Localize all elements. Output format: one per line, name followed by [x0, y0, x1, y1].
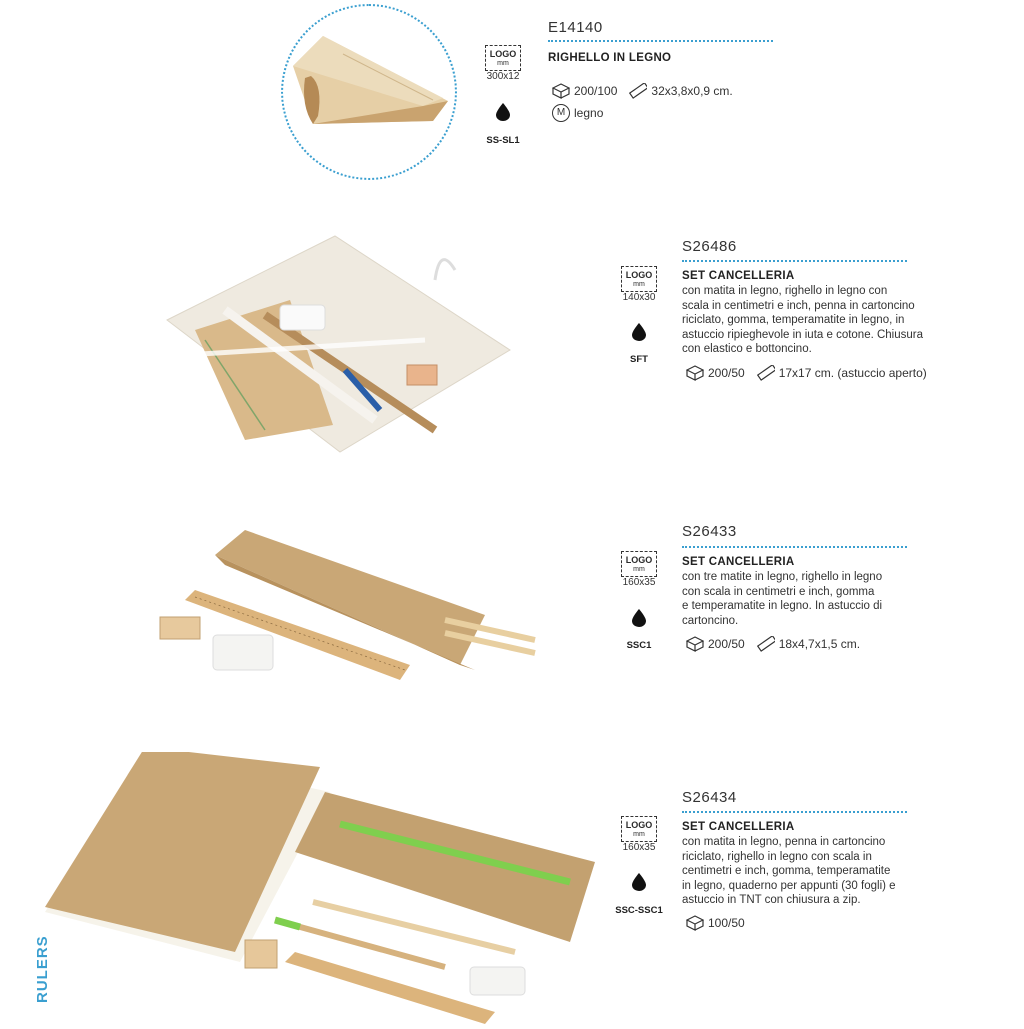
description-line: riciclato, righello in legno con scala in: [682, 850, 872, 863]
description-line: con matita in legno, righello in legno con: [682, 285, 888, 297]
spec-row: [686, 365, 927, 381]
ruler-closeup-image: [281, 4, 457, 180]
description-line: con elastico e bottoncino.: [682, 343, 812, 355]
ruler-icon: [629, 83, 647, 99]
ruler-icon: [757, 636, 775, 652]
kraft-case-set-image: [155, 525, 540, 695]
product-description: [682, 570, 967, 628]
notebook-zip-set-image: [45, 752, 595, 1029]
description-line: astuccio in TNT con chiusura a zip.: [682, 894, 861, 906]
logo-placeholder: LOGO mm: [621, 816, 657, 842]
section-label: RULERS: [34, 935, 51, 1003]
spec-row: [686, 915, 745, 931]
ruler-icon: [757, 365, 775, 381]
logo-size: 300x12: [486, 71, 520, 82]
product-title: SET CANCELLERIA: [682, 821, 795, 833]
logo-size: 140x30: [622, 292, 656, 303]
pack-quantity: 200/50: [708, 637, 745, 651]
ink-drop-icon: [485, 103, 521, 126]
material-icon: M: [552, 104, 570, 122]
print-method: SSC-SSC1: [615, 905, 663, 916]
description-line: riciclato, gomma, temperamatite in legno, in: [682, 314, 905, 326]
product-code: E14140: [548, 19, 603, 36]
description-line: e temperamatite in legno. In astuccio di: [682, 600, 883, 612]
description-line: in legno, quaderno per appunti (30 fogli) e: [682, 879, 896, 892]
print-method: SFT: [630, 354, 648, 365]
logo-area-1: [485, 45, 521, 82]
description-line: con scala in centimetri e inch, gomma: [682, 585, 875, 598]
stationery-roll-image: [165, 230, 515, 460]
dotted-divider: [682, 811, 907, 813]
box-icon: [686, 636, 704, 652]
box-icon: [686, 915, 704, 931]
product-code: S26433: [682, 523, 737, 540]
material-row: [552, 104, 603, 122]
ink-drop-icon: [621, 323, 657, 346]
product-description: [682, 284, 967, 357]
pack-quantity: 100/50: [708, 916, 745, 930]
logo-placeholder: LOGO mm: [621, 551, 657, 577]
logo-area-2: [621, 266, 657, 303]
product-size: 18x4,7x1,5 cm.: [778, 637, 861, 651]
logo-size: 160x35: [622, 577, 656, 588]
print-method: SSC1: [626, 640, 652, 651]
description-line: con tre matite in legno, righello in legno: [682, 571, 883, 583]
product-title: SET CANCELLERIA: [682, 270, 795, 282]
logo-placeholder: LOGO mm: [485, 45, 521, 71]
description-line: scala in centimetri e inch, penna in cartoncino: [682, 299, 915, 312]
ink-drop-icon: [621, 609, 657, 632]
spec-row: [552, 83, 733, 99]
logo-area-4: [621, 816, 657, 853]
box-icon: [552, 83, 570, 99]
product-title: RIGHELLO IN LEGNO: [548, 52, 672, 64]
ink-drop-icon: [621, 873, 657, 896]
pack-quantity: 200/100: [574, 84, 618, 98]
description-line: centimetri e inch, gomma, temperamatite: [682, 865, 891, 877]
description-line: astuccio ripieghevole in iuta e cotone. Chiusura: [682, 328, 924, 341]
spec-row: [686, 636, 860, 652]
product-size: 32x3,8x0,9 cm.: [651, 84, 733, 98]
product-material: legno: [574, 106, 604, 120]
product-description: [682, 835, 967, 908]
pack-quantity: 200/50: [708, 366, 745, 380]
logo-placeholder: LOGO mm: [621, 266, 657, 292]
dotted-divider: [682, 546, 907, 548]
description-line: cartoncino.: [682, 614, 739, 627]
logo-size: 160x35: [622, 842, 656, 853]
product-title: SET CANCELLERIA: [682, 556, 795, 568]
dotted-divider: [682, 260, 907, 262]
dotted-divider: [548, 40, 773, 42]
product-size: 17x17 cm. (astuccio aperto): [778, 366, 927, 380]
print-method: SS-SL1: [486, 135, 520, 146]
product-code: S26486: [682, 238, 737, 255]
product-code: S26434: [682, 789, 737, 806]
description-line: con matita in legno, penna in cartoncino: [682, 836, 886, 848]
box-icon: [686, 365, 704, 381]
logo-area-3: [621, 551, 657, 588]
